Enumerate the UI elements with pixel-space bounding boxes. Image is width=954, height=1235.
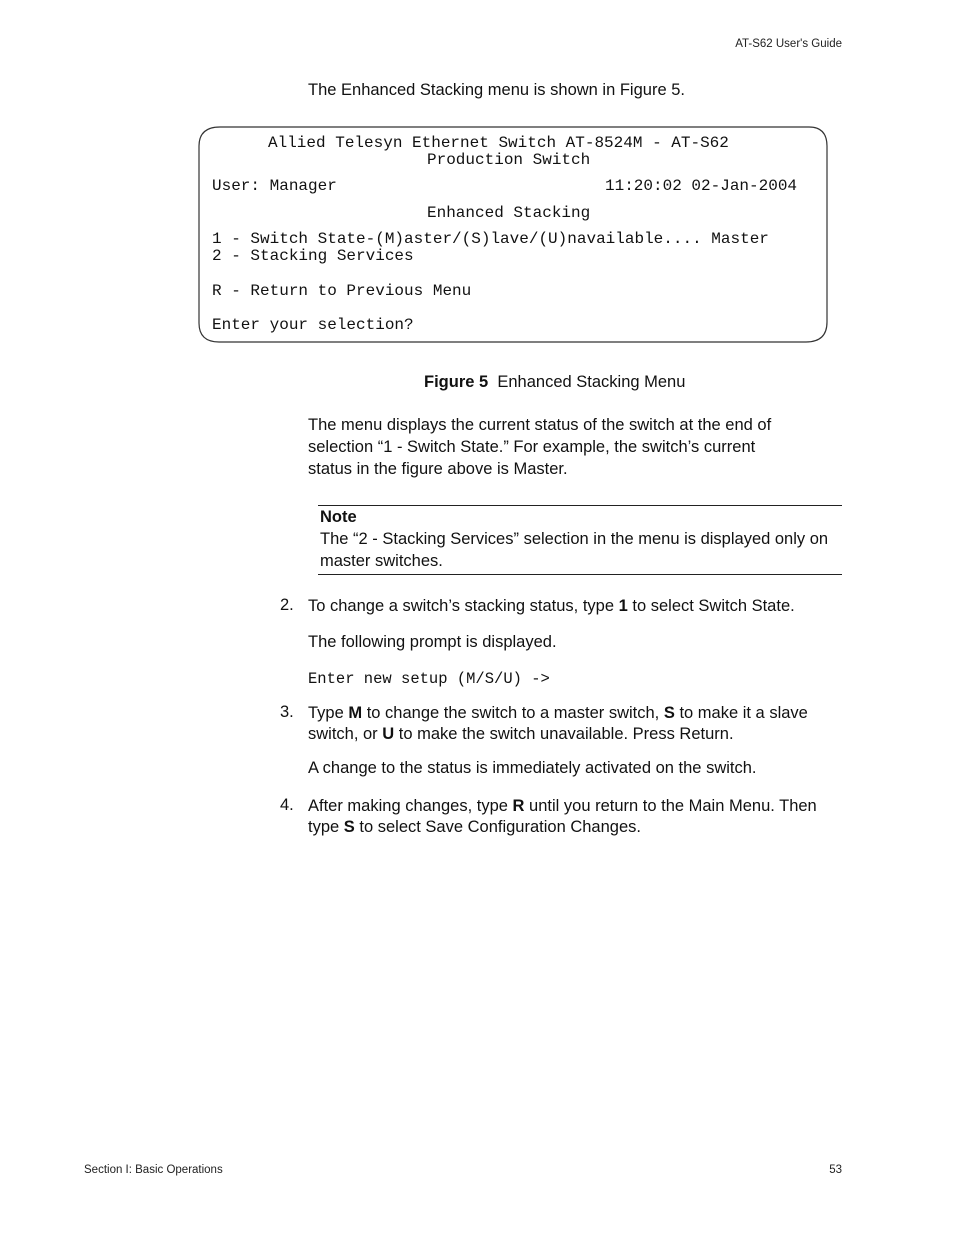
step-2-followup: The following prompt is displayed. (308, 633, 557, 651)
step-line (308, 703, 848, 724)
note-text (320, 528, 842, 572)
key-label: U (382, 725, 395, 743)
key-label: S (663, 704, 675, 722)
setup-prompt: Enter new setup (M/S/U) -> (308, 670, 550, 688)
figure-label: Figure 5 (424, 373, 489, 391)
note-line: master switches. (320, 552, 443, 570)
step-line (308, 724, 848, 745)
step-3-text (308, 703, 848, 745)
terminal-option-1: 1 - Switch State-(M)aster/(S)lave/(U)navailable.... Master (212, 230, 769, 248)
page-number: 53 (829, 1164, 842, 1176)
terminal-screen-figure (198, 126, 828, 343)
terminal-option-r: R - Return to Previous Menu (212, 282, 472, 300)
step-text-part: to make it a slave (674, 704, 808, 722)
step-text-part: switch, or (308, 725, 383, 743)
running-header: AT-S62 User's Guide (735, 38, 842, 50)
note-line: The “2 - Stacking Services” selection in the menu is displayed only on (320, 530, 829, 548)
step-text-part: until you return to the Main Menu. Then (524, 797, 817, 815)
paragraph-line: status in the figure above is Master. (308, 460, 568, 478)
step-text-part: to change the switch to a master switch, (362, 704, 664, 722)
key-label: S (343, 818, 355, 836)
step-2-number: 2. (280, 596, 294, 614)
step-text-part: Type (308, 704, 349, 722)
terminal-timestamp: 11:20:02 02-Jan-2004 (605, 177, 798, 195)
step-line (308, 796, 848, 817)
step-3-number: 3. (280, 703, 294, 721)
figure-caption (424, 373, 685, 392)
step-text-part: to select Save Configuration Changes. (354, 818, 641, 836)
step-text-part: to make the switch unavailable. Press Return. (394, 725, 734, 743)
step-2-text (308, 596, 848, 617)
key-label: M (348, 704, 363, 722)
step-text-part: type (308, 818, 344, 836)
intro-text: The Enhanced Stacking menu is shown in Figure 5. (308, 81, 685, 99)
step-line (308, 817, 848, 838)
terminal-subtitle-line: Production Switch (427, 151, 591, 169)
note-title: Note (320, 508, 357, 526)
terminal-title-line: Allied Telesyn Ethernet Switch AT-8524M - AT-S62 (268, 134, 729, 152)
note-box (318, 505, 842, 575)
step-text-part: to select Switch State. (627, 597, 795, 615)
terminal-menu-title: Enhanced Stacking (427, 204, 591, 222)
footer-section: Section I: Basic Operations (84, 1164, 223, 1176)
terminal-prompt: Enter your selection? (212, 316, 414, 334)
paragraph-line: selection “1 - Switch State.” For example, the switch’s current (308, 438, 756, 456)
key-label: 1 (618, 597, 628, 615)
step-3-followup: A change to the status is immediately activated on the switch. (308, 759, 757, 777)
step-text-part: After making changes, type (308, 797, 513, 815)
terminal-option-2: 2 - Stacking Services (212, 247, 414, 265)
figure-title: Enhanced Stacking Menu (497, 373, 686, 391)
step-text-part: To change a switch’s stacking status, type (308, 597, 619, 615)
key-label: R (512, 797, 525, 815)
step-4-number: 4. (280, 796, 294, 814)
description-paragraph (308, 414, 828, 480)
paragraph-line: The menu displays the current status of the switch at the end of (308, 416, 772, 434)
terminal-user: User: Manager (212, 177, 337, 195)
step-4-text (308, 796, 848, 838)
